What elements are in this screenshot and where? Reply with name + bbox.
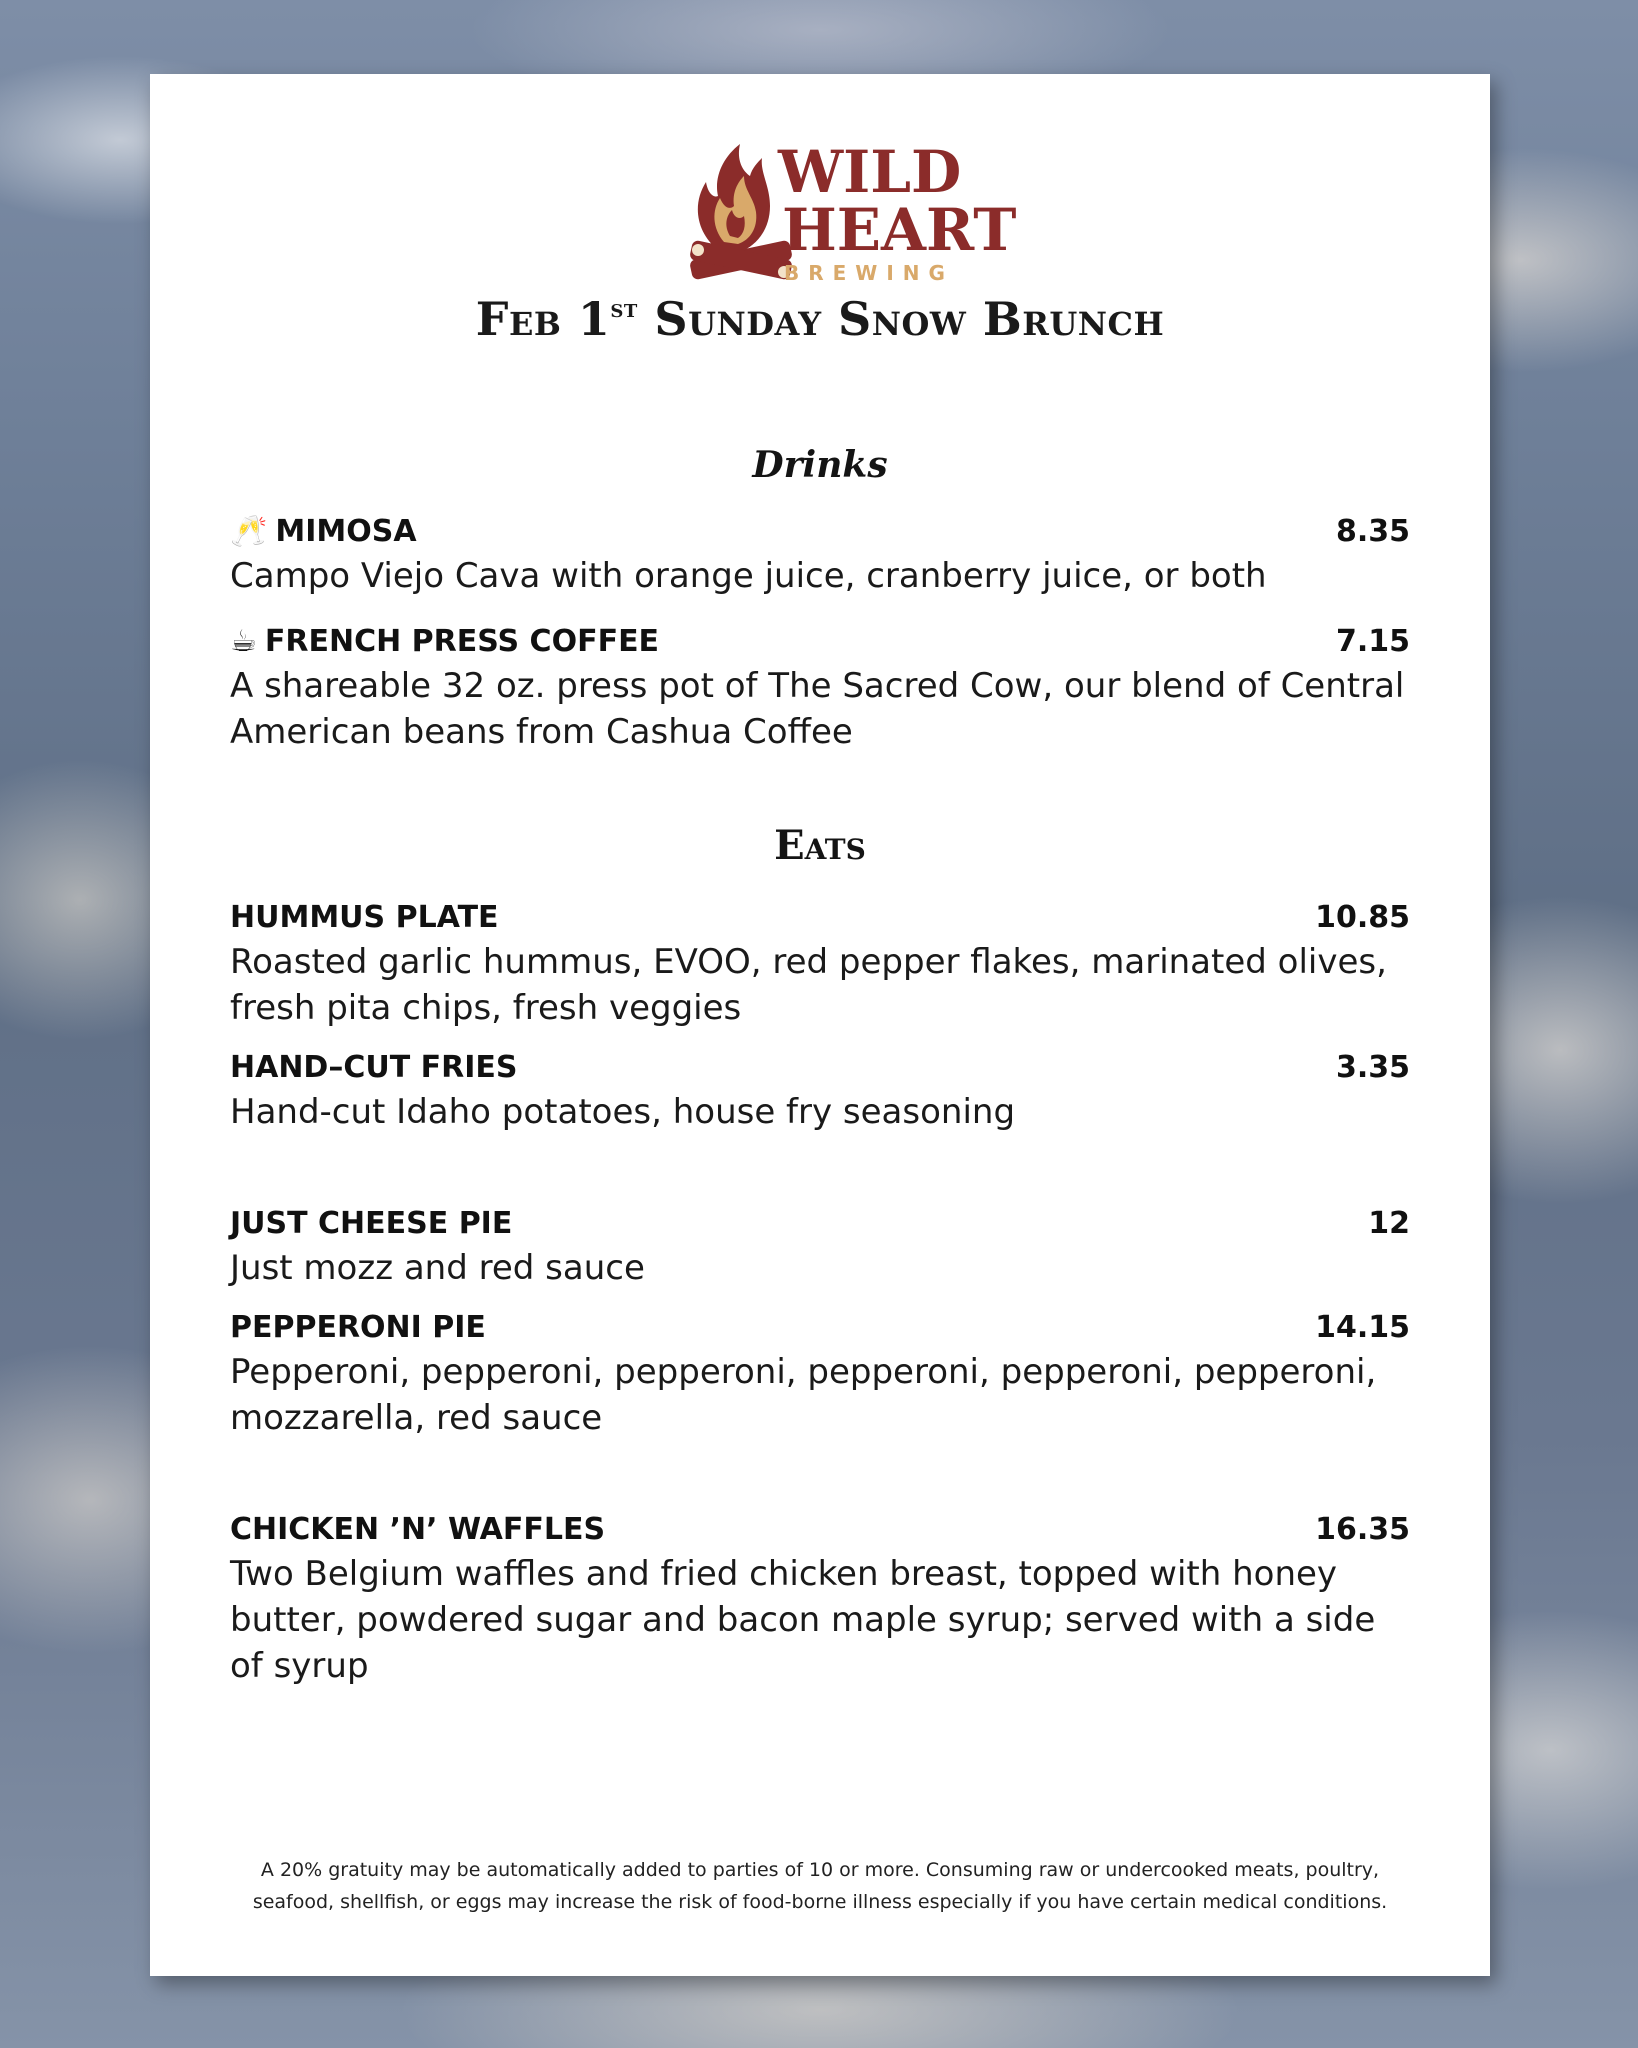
footer-line-2: seafood, shellfish, or eggs may increase the risk of food-borne illness especially if you have certain medical conditions.: [252, 1891, 1388, 1913]
item-description: A shareable 32 oz. press pot of The Sacred Cow, our blend of Central American beans from Cashua Coffee: [230, 666, 1405, 752]
item-description: Pepperoni, pepperoni, pepperoni, pepperoni, pepperoni, pepperoni, mozzarella, red sauce: [230, 1352, 1377, 1438]
item-description: Roasted garlic hummus, EVOO, red pepper flakes, marinated olives, fresh pita chips, fresh veggies: [230, 942, 1387, 1028]
title-suffix: Sunday Snow Brunch: [637, 292, 1165, 346]
title-prefix: Feb 1: [475, 292, 611, 346]
item-name: MIMOSA: [275, 514, 417, 549]
eats-heading: Eats: [774, 822, 866, 869]
item-name: CHICKEN ’N’ WAFFLES: [230, 1512, 606, 1547]
item-price: 3.35: [1335, 1050, 1410, 1085]
item-description: Hand-cut Idaho potatoes, house fry seasoning: [230, 1092, 1016, 1132]
logo-line-2: HEART: [782, 196, 1017, 264]
item-price: 14.15: [1315, 1310, 1410, 1345]
coffee-cup-icon: ☕: [230, 624, 257, 659]
item-price: 12: [1368, 1206, 1410, 1241]
item-description: Campo Viejo Cava with orange juice, cranberry juice, or both: [230, 556, 1267, 596]
page-title: [150, 292, 1490, 346]
title-superscript: st: [610, 294, 638, 324]
footer-disclaimer: [220, 1854, 1420, 1918]
wild-heart-logo: [678, 132, 1017, 292]
item-name: JUST CHEESE PIE: [230, 1206, 513, 1241]
champagne-icon: 🥂: [230, 514, 268, 549]
drinks-heading: Drinks: [752, 444, 888, 486]
item-price: 16.35: [1315, 1512, 1410, 1547]
menu-item-hand-cut-fries: [230, 1050, 1410, 1135]
item-price: 8.35: [1335, 514, 1410, 549]
item-name: HAND–CUT FRIES: [230, 1050, 518, 1085]
item-description: Two Belgium waffles and fried chicken breast, topped with honey butter, powdered sugar and bacon maple syrup; served with a side of syrup: [230, 1554, 1376, 1686]
menu-item-mimosa: [230, 514, 1410, 599]
item-price: 10.85: [1315, 900, 1410, 935]
menu-item-french-press-coffee: [230, 624, 1410, 755]
menu-item-chicken-n-waffles: [230, 1512, 1410, 1689]
logo-line-1: WILD: [778, 138, 962, 206]
item-description: Just mozz and red sauce: [230, 1248, 645, 1288]
logo-line-3: BREWING: [784, 261, 954, 285]
menu-item-pepperoni-pie: [230, 1310, 1410, 1441]
footer-line-1: A 20% gratuity may be automatically added to parties of 10 or more. Consuming raw or undercooked meats, poultry,: [260, 1859, 1380, 1881]
item-name: HUMMUS PLATE: [230, 900, 499, 935]
menu-item-just-cheese-pie: [230, 1206, 1410, 1291]
item-price: 7.15: [1335, 624, 1410, 659]
menu-card: [150, 74, 1490, 1976]
menu-item-hummus-plate: [230, 900, 1410, 1031]
item-name: PEPPERONI PIE: [230, 1310, 486, 1345]
item-name: FRENCH PRESS COFFEE: [264, 624, 660, 659]
